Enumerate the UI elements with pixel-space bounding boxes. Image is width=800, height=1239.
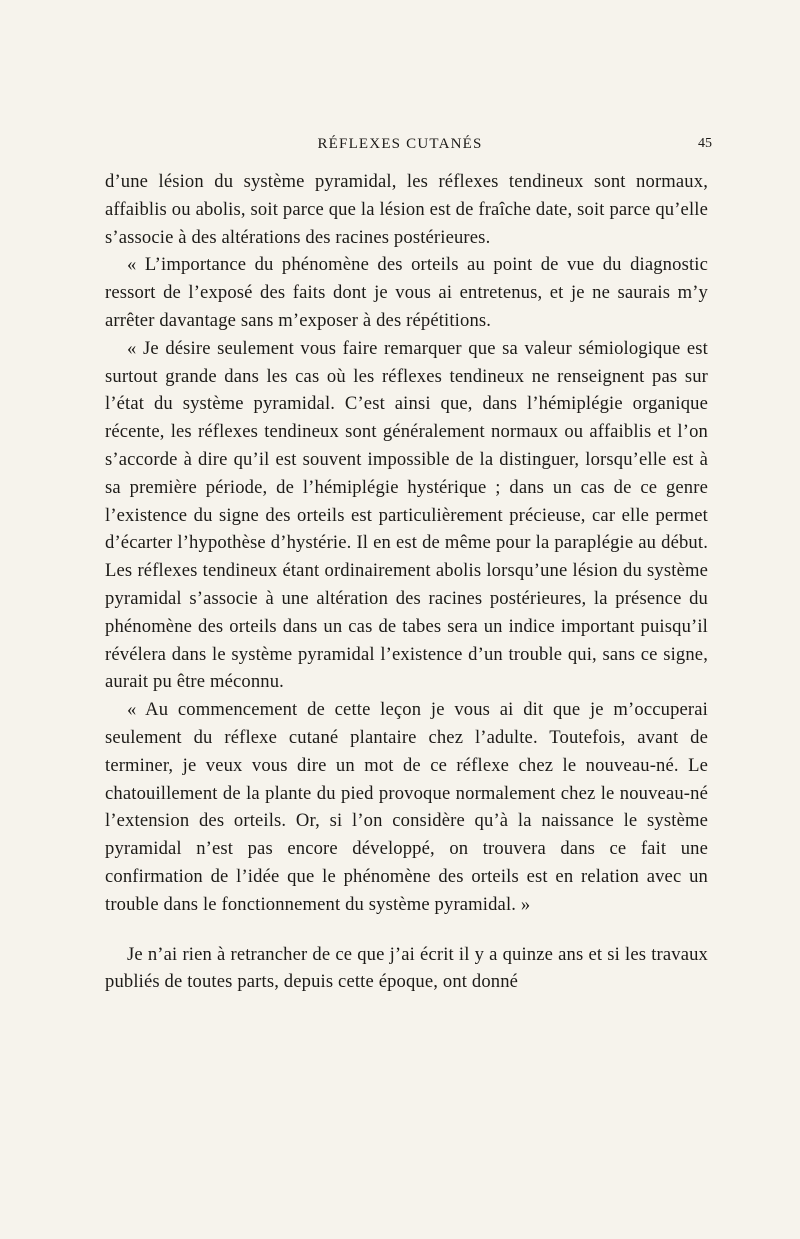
- paragraph-continuation: d’une lésion du système pyramidal, les réflexes tendineux sont normaux, affaiblis ou abolis, soit parce que la lésion est de fraîche date, soit parce qu’elle s’associe à des altérations des racines postérieures.: [105, 171, 708, 248]
- running-head: RÉFLEXES CUTANÉS: [317, 136, 483, 152]
- page-header: [0, 136, 800, 156]
- body-text: [105, 168, 708, 996]
- paragraph-closing: Je n’ai rien à retrancher de ce que j’ai écrit il y a quinze ans et si les travaux publiés de toutes parts, depuis cette époque, ont donné: [105, 943, 708, 993]
- paragraph-spacer: [105, 919, 708, 941]
- paragraph-quote-semiology: « Je désire seulement vous faire remarquer que sa valeur sémiologique est surtout grande dans les cas où les réflexes tendineux ne renseignent pas sur l’état du système pyramidal. C’est ainsi que, dans l’hémiplégie organique récente, les réflexes tendineux sont généralement normaux ou affaiblis et l’on s’accorde à dire qu’il est souvent impossible de la distinguer, lorsqu’elle est à sa première période, de l’hémiplégie hystérique ; dans un cas de ce genre l’existence du signe des orteils est particulièrement précieuse, car elle permet d’écarter l’hypothèse d’hystérie. Il en est de même pour la paraplégie au début. Les réflexes tendineux étant ordinairement abolis lorsqu’une lésion du système pyramidal s’associe à une altération des racines postérieures, la présence du phénomène des orteils dans un cas de tabes sera un indice important puisqu’il révélera dans le système pyramidal l’existence d’un trouble qui, sans ce signe, aurait pu être méconnu.: [105, 337, 708, 693]
- page-number: 45: [698, 136, 712, 151]
- paragraph-quote-newborn: « Au commencement de cette leçon je vous ai dit que je m’occuperai seulement du réflexe cutané plantaire chez l’adulte. Toutefois, avant de terminer, je veux vous dire un mot de ce réflexe chez le nouveau-né. Le chatouillement de la plante du pied provoque normalement chez le nouveau-né l’extension des orteils. Or, si l’on considère qu’à la naissance le système pyramidal n’est pas encore développé, on trouvera dans ce fait une confirmation de l’idée que le phénomène des orteils est en relation avec un trouble dans le fonctionnement du système pyramidal. »: [105, 699, 708, 915]
- paragraph-quote-importance: « L’importance du phénomène des orteils au point de vue du diagnostic ressort de l’exposé des faits dont je vous ai entretenus, et je ne saurais m’y arrêter davantage sans m’exposer à des répétitions.: [105, 254, 708, 331]
